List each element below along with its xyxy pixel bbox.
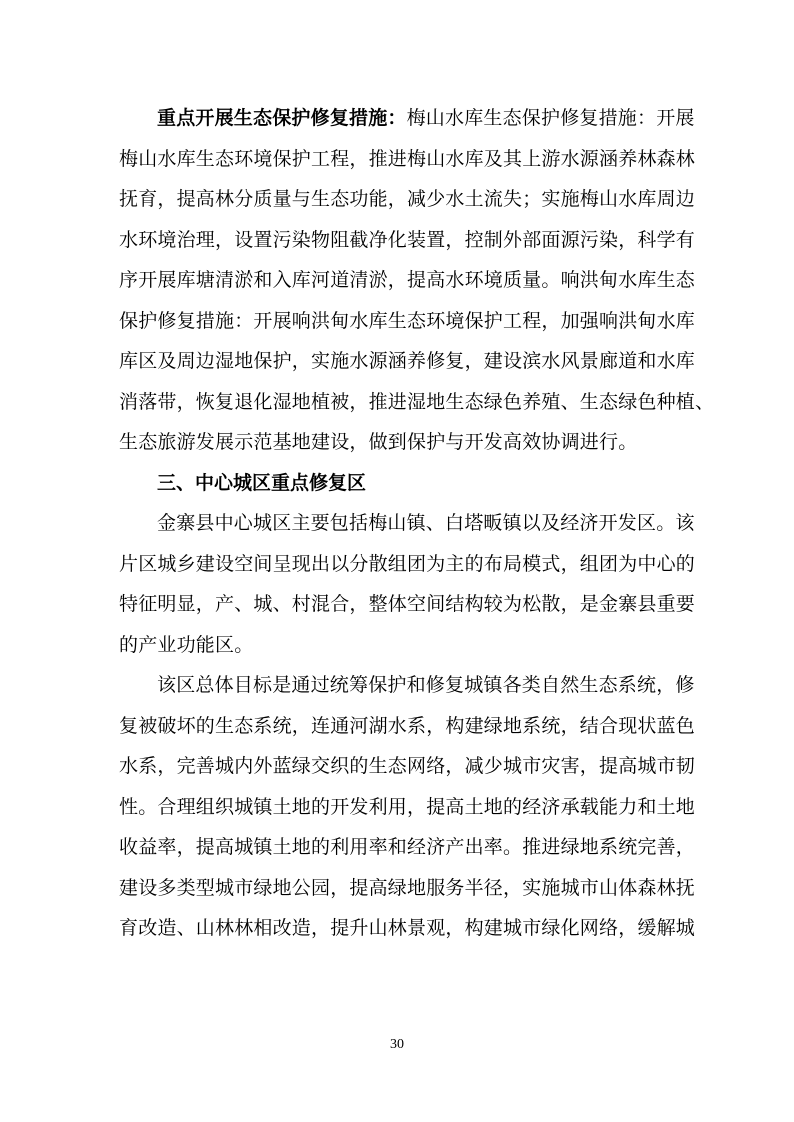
- paragraph-central-urban-area: [119, 503, 696, 665]
- paragraph-line: 水系，完善城内外蓝绿交织的生态网络，减少城市灾害，提高城市韧: [119, 755, 696, 777]
- bold-lead-text: 重点开展生态保护修复措施：: [157, 107, 407, 129]
- paragraph-line: 育改造、山林林相改造，提升山林景观，构建城市绿化网络，缓解城: [119, 917, 696, 939]
- paragraph-ecological-measures: [119, 98, 715, 463]
- paragraph-line: 性。合理组织城镇土地的开发利用，提高土地的经济承载能力和土地: [119, 795, 696, 818]
- paragraph-line: 金寨县中心城区主要包括梅山镇、白塔畈镇以及经济开发区。该: [157, 512, 695, 534]
- paragraph-line: 收益率，提高城镇土地的利用率和经济产出率。推进绿地系统完善，: [119, 836, 696, 858]
- paragraph-line: 片区城乡建设空间呈现出以分散组团为主的布局模式，组团为中心的: [119, 552, 696, 575]
- paragraph-line: 的产业功能区。: [119, 633, 254, 656]
- paragraph-line: [119, 98, 695, 139]
- paragraph-line: 生态旅游发展示范基地建设，做到保护与开发高效协调进行。: [119, 431, 638, 453]
- paragraph-line-text: 梅山水库生态保护修复措施：开展: [406, 107, 695, 129]
- paragraph-line: 序开展库塘清淤和入库河道清淤，提高水环境质量。响洪甸水库生态: [119, 269, 696, 291]
- paragraph-line: 抚育，提高林分质量与生态功能，减少水土流失；实施梅山水库周边: [119, 188, 696, 210]
- paragraph-line: 特征明显，产、城、村混合，整体空间结构较为松散，是金寨县重要: [119, 593, 696, 615]
- page-number: 30: [390, 1037, 404, 1052]
- section-heading: 三、中心城区重点修复区: [157, 471, 367, 494]
- paragraph-line: 库区及周边湿地保护，实施水源涵养修复，建设滨水风景廊道和水库: [119, 350, 696, 372]
- document-body: [119, 98, 715, 949]
- paragraph-line: 水环境治理，设置污染物阻截净化装置，控制外部面源污染，科学有: [119, 228, 696, 251]
- paragraph-overall-goal: [119, 665, 696, 949]
- paragraph-line: 保护修复措施：开展响洪甸水库生态环境保护工程，加强响洪甸水库: [119, 309, 696, 332]
- paragraph-line: 复被破坏的生态系统，连通河湖水系，构建绿地系统，结合现状蓝色: [119, 714, 696, 737]
- paragraph-line: 该区总体目标是通过统筹保护和修复城镇各类自然生态系统，修: [157, 674, 695, 696]
- paragraph-line: 消落带，恢复退化湿地植被，推进湿地生态绿色养殖、生态绿色种植、: [119, 390, 715, 413]
- paragraph-line: 建设多类型城市绿地公园，提高绿地服务半径，实施城市山体森林抚: [119, 876, 696, 899]
- paragraph-line: 梅山水库生态环境保护工程，推进梅山水库及其上游水源涵养林森林: [119, 147, 696, 170]
